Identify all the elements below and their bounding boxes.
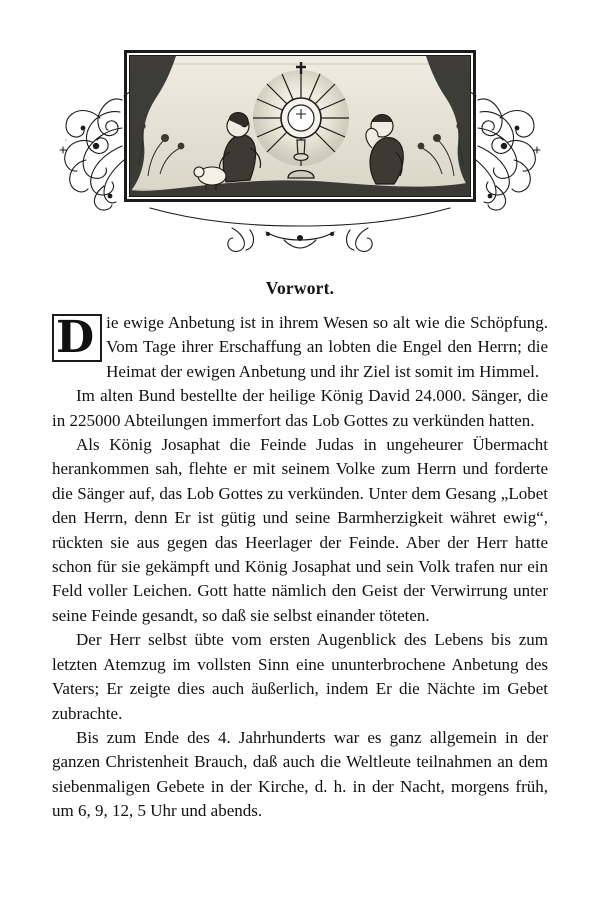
paragraph-1	[52, 311, 548, 384]
paragraph-3: Als König Josaphat die Feinde Judas in ungeheurer Übermacht herankommen sah, flehte er mit seinem Volke zum Herrn und forderte die Sänger auf, das Lob Gottes zu verkünden. Unter dem Gesang „Lobet den Herrn, denn Er ist gütig und seine Barmherzigkeit währet ewig“, rückten sie aus gegen das Heerlager der Feinde. Aber der Herr hatte schon für sie gekämpft und König Josaphat und sein Volk trafen nur ein Feld voller Leichen. Gott hatte nämlich den Geist der Verwirrung unter seine Feinde gesandt, so daß sie selbst einander töteten.	[52, 435, 548, 625]
paragraph-1-text: ie ewige Anbetung ist in ihrem Wesen so alt wie die Schöpfung. Vom Tage ihrer Erschaffung an lobten die Engel den Herrn; die Heimat der ewigen Anbetung und ihr Ziel ist somit im Himmel.	[106, 313, 548, 381]
header-ornament-block	[0, 0, 600, 255]
illustration-frame-inner	[129, 55, 471, 197]
paragraph-2: Im alten Bund bestellte der heilige König David 24.000. Sänger, die in 225000 Abteilungen immerfort das Lob Gottes zu verkünden hatten.	[52, 386, 548, 430]
page-title: Vorwort.	[265, 278, 335, 298]
paragraph-5: Bis zum Ende des 4. Jahrhunderts war es ganz allgemein in der ganzen Christenheit Brauch, daß auch die Weltleute teilnahmen an dem siebenmaligen Gebete in der Kirche, d. h. in der Nacht, morgens früh, um 6, 9, 12, 5 Uhr und abends.	[52, 727, 548, 821]
paragraph-4: Der Herr selbst übte vom ersten Augenblick des Lebens bis zum letzten Atemzug im vollsten Sinn eine ununterbrochene Anbetung des Vaters; Er zeigte dies auch äußerlich, indem Er die Nächte im Gebet zubrachte.	[52, 630, 548, 723]
eucharistic-adoration-monstrance-illustration	[124, 50, 476, 202]
drop-cap: D	[52, 314, 102, 362]
illustration-artwork	[130, 56, 471, 197]
document-body	[52, 278, 548, 824]
